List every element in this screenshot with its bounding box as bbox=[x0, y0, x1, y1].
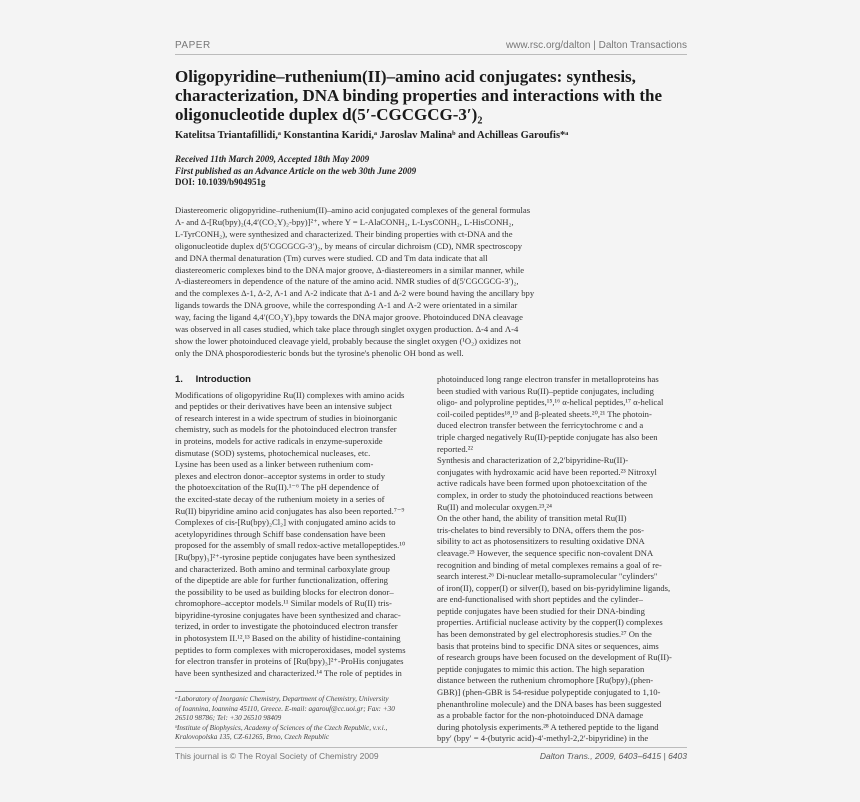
body-text-line: during photolysis experiments.²⁸ A tethered peptide to the ligand bbox=[437, 721, 659, 732]
abstract-line: L-TyrCONH₂), were synthesized and characterized. Their binding properties with ct-DNA and the bbox=[175, 228, 513, 239]
footnotes bbox=[175, 691, 425, 743]
abstract-line: and the complexes Δ-1, Δ-2, Λ-1 and Λ-2 indicate that Δ-1 and Δ-2 were bound having the ancillary bpy bbox=[175, 288, 535, 299]
body-text-line: Modifications of oligopyridine Ru(II) complexes with amino acids bbox=[175, 389, 405, 400]
body-text-line: Ru(II) and molecular oxygen.²³,²⁴ bbox=[437, 501, 553, 512]
header-rule bbox=[175, 54, 687, 55]
left-column-body bbox=[175, 390, 425, 680]
abstract-line: Λ- and Δ-[Ru(bpy)₂(4,4′(CO₂Y)₂-bpy)]²⁺, where Y = L-AlaCONH₂, L-LysCONH₂, L-HisCONH₂, bbox=[175, 216, 514, 227]
body-text-line: On the other hand, the ability of transition metal Ru(II) bbox=[437, 513, 627, 524]
body-text-line: complex, in order to study the photoinduced reactions between bbox=[437, 489, 653, 500]
header-separator: | bbox=[593, 40, 596, 51]
body-text-line: in proteins, models for active radicals in enzyme-superoxide bbox=[175, 435, 383, 446]
body-text-line: Complexes of cis-[Ru(bpy)₂Cl₂] with conjugated amino acids to bbox=[175, 517, 396, 528]
body-text-line: active radicals have been formed upon photoexcitation of the bbox=[437, 478, 647, 489]
abstract-line: Diastereomeric oligopyridine–ruthenium(II)–amino acid conjugated complexes of the general formulas bbox=[175, 205, 531, 215]
body-text-line: of research interest in a wide spectrum of studies in bioinorganic bbox=[175, 412, 398, 423]
body-text-line: bipyridine-tyrosine conjugates have been synthesized and charac- bbox=[175, 609, 401, 620]
citation: Dalton Trans., 2009, 6403–6415 | 6403 bbox=[539, 751, 687, 761]
doi[interactable]: DOI: 10.1039/b904951g bbox=[175, 177, 266, 187]
body-text-line: peptide conjugates to mimic this action. The high separation bbox=[437, 663, 645, 674]
abstract bbox=[175, 205, 687, 360]
journal-url[interactable]: www.rsc.org/dalton bbox=[505, 40, 591, 51]
abstract-line: way, facing the ligand 4,4′(CO₂Y)₂bpy towards the DNA major groove. Photoinduced DNA cleavage bbox=[175, 312, 523, 323]
body-text-line: reported.²² bbox=[437, 443, 473, 454]
body-text-line: basis that proteins bind to specific DNA sites or sequences, aims bbox=[437, 640, 659, 651]
abstract-line: was observed in all cases studied, which take place through singlet oxygen production. Δ-4 and Λ-4 bbox=[175, 324, 519, 335]
body-text-line: terized, in order to investigate the photoinduced electron transfer bbox=[175, 621, 398, 632]
body-text-line: proposed for the assembly of small redox-active metallopeptides.¹⁰ bbox=[175, 540, 406, 551]
abstract-line: diastereomeric complexes bind to the DNA major groove, Δ-diastereomers in a similar manner, while bbox=[175, 264, 525, 275]
abstract-line: and DNA thermal denaturation (Tm) curves were studied. CD and Tm data indicate that all bbox=[175, 252, 488, 263]
body-text-line: and peptides or their derivatives have been an intensive subject bbox=[175, 401, 392, 412]
body-text-line: as a probable factor for the non-photoinduced DNA damage bbox=[437, 710, 644, 721]
body-text-line: have been synthesized and characterized.¹⁴ The role of peptides in bbox=[175, 667, 402, 678]
body-text-line: properties. Artificial nuclease activity by the copper(I) complexes bbox=[437, 617, 663, 628]
publication-dates bbox=[175, 154, 695, 189]
footnote-line: Kralovopolska 135, CZ-61265, Brno, Czech Republic bbox=[175, 733, 330, 742]
body-text-line: peptide conjugates have been studied for their DNA-binding bbox=[437, 605, 645, 616]
left-column bbox=[175, 374, 425, 679]
footnote-line: ᵇInstitute of Biophysics, Academy of Sciences of the Czech Republic, v.v.i., bbox=[175, 723, 388, 732]
body-text-line: chromophore–acceptor models.¹¹ Similar models of Ru(II) tris- bbox=[175, 598, 392, 609]
footnote-line: of Ioannina, Ioannina 45110, Greece. E-mail: agarouf@cc.uoi.gr; Fax: +30 bbox=[175, 704, 395, 713]
body-text-line: distance between the ruthenium chromophore [Ru(bpy)₂(phen- bbox=[437, 675, 654, 686]
body-text-line: of iron(II), copper(I) or silver(I), based on bis-pyridylimine ligands, bbox=[437, 582, 671, 593]
author-list: Katelitsa Triantafillidi,ᵃ Konstantina Karidi,ᵃ Jaroslav Malinaᵇ and Achilleas Garoufis*ᵃ bbox=[175, 130, 569, 141]
footnote-rule bbox=[175, 691, 265, 692]
received-date: Received 11th March 2009, Accepted 18th May 2009 bbox=[175, 154, 370, 164]
body-text-line: recognition and binding of metal complexes remains a goal of re- bbox=[437, 559, 662, 570]
published-date: First published as an Advance Article on the web 30th June 2009 bbox=[175, 165, 417, 176]
body-text-line: and characterized. Both amino and terminal carboxylate group bbox=[175, 563, 390, 574]
body-text-line: peptides to form complexes with microperoxidases, model systems bbox=[175, 644, 406, 655]
abstract-line: oligonucleotide duplex d(5′CGCGCG-3′)₂, by means of circular dichroism (CD), NMR spectroscopy bbox=[175, 240, 523, 251]
footnote-line: 26510 98786; Tel: +30 26510 98409 bbox=[175, 714, 282, 723]
abstract-line: ligands towards the DNA groove, while the corresponding Λ-1 and Λ-2 were orientated in a similar bbox=[175, 300, 518, 311]
body-text-line: photoinduced long range electron transfer in metalloproteins has bbox=[437, 374, 659, 384]
paper-label: PAPER bbox=[175, 40, 211, 51]
body-text-line: Synthesis and characterization of 2,2′bipyridine-Ru(II)- bbox=[437, 455, 629, 466]
paper-title bbox=[175, 67, 695, 124]
body-text-line: oligo- and polyproline peptides,¹⁵,¹⁶ α-helical peptides,¹⁷ α-helical bbox=[437, 397, 664, 408]
body-text-line: phenanthroline molecule) and the DNA bases has been suggested bbox=[437, 698, 662, 709]
body-text-line: Lysine has been used as a linker between ruthenium com- bbox=[175, 459, 374, 470]
body-text-line: duced electron transfer between the ferricytochrome c and a bbox=[437, 420, 644, 431]
right-column bbox=[437, 374, 687, 745]
title-line: characterization, DNA binding properties and interactions with the bbox=[175, 86, 663, 105]
section-number: 1. bbox=[175, 374, 183, 385]
body-text-line: conjugates with hydroxamic acid have been reported.²³ Nitroxyl bbox=[437, 466, 657, 477]
body-text-line: the possibility to be used as building blocks for electron donor– bbox=[175, 586, 394, 597]
body-text-line: coil-coiled peptides¹⁸,¹⁹ and β-pleated sheets.²⁰,²¹ The photoin- bbox=[437, 408, 652, 419]
body-text-line: chemistry, such as models for the photoinduced electron transfer bbox=[175, 424, 397, 435]
body-text-line: for electron transfer in proteins of [Ru(bpy)₃]²⁺-ProHis conjugates bbox=[175, 656, 404, 667]
footnote-body bbox=[175, 695, 425, 743]
title-line: Oligopyridine–ruthenium(II)–amino acid conjugates: synthesis, bbox=[175, 67, 636, 86]
body-text-line: acetylopyridines through Schiff base condensation have been bbox=[175, 528, 386, 539]
abstract-line: Λ-diastereomers in dependence of the nature of the amino acid. NMR studies of d(5′CGCGCG-3′)₂, bbox=[175, 276, 519, 287]
body-text-line: in photosystem II.¹²,¹³ Based on the ability of histidine-containing bbox=[175, 633, 401, 644]
copyright: This journal is © The Royal Society of Chemistry 2009 bbox=[175, 751, 379, 761]
body-text-line: bpy′ (bpy′ = 4-(butyric acid)-4′-methyl-2,2′-bipyridine) in the bbox=[437, 733, 649, 744]
title-line: oligonucleotide duplex d(5′-CGCGCG-3′)₂ bbox=[175, 105, 483, 124]
abstract-line: show the lower photoinduced cleavage yield, probably because the singlet oxygen (¹O₂) oxidizes not bbox=[175, 335, 521, 346]
body-text-line: sibility to act as photosensitizers to resulting oxidative DNA bbox=[437, 536, 645, 547]
body-text-line: cleavage.²⁵ However, the sequence specific non-covalent DNA bbox=[437, 547, 654, 558]
body-text-line: has been demonstrated by gel electrophoresis studies.²⁷ On the bbox=[437, 629, 652, 640]
body-text-line: of research groups have been focused on the development of Ru(II)- bbox=[437, 652, 672, 663]
abstract-line: only the DNA phosporodiesteric bonds but the tyrosine's phenolic OH bond as well. bbox=[175, 347, 464, 358]
section-title: Introduction bbox=[195, 374, 251, 385]
body-text-line: Ru(II) bipyridine amino acid conjugates has also been reported.⁷⁻⁹ bbox=[175, 505, 405, 516]
body-text-line: plexes and electron donor–acceptor systems in order to study bbox=[175, 470, 386, 481]
body-text-line: are end-functionalised with short peptides and the cylinder– bbox=[437, 594, 643, 605]
footer-rule bbox=[175, 747, 687, 748]
body-text-line: [Ru(bpy)₃]²⁺-tyrosine peptide conjugates have been synthesized bbox=[175, 551, 396, 562]
body-text-line: been studied with various Ru(II)–peptide conjugates, including bbox=[437, 385, 654, 396]
footnote-line: ᵃLaboratory of Inorganic Chemistry, Department of Chemistry, University bbox=[175, 695, 389, 703]
body-text-line: the photoexcitation of the Ru(II).¹⁻⁶ The pH dependence of bbox=[175, 482, 379, 493]
body-text-line: tris-chelates to bind reversibly to DNA, offers them the pos- bbox=[437, 524, 644, 535]
body-text-line: dismutase (SOD) systems, photochemical nucleases, etc. bbox=[175, 447, 371, 458]
body-text-line: search interest.²⁶ Di-nuclear metallo-supramolecular "cylinders" bbox=[437, 571, 658, 582]
body-text-line: of the dipeptide are able for further functionalization, offering bbox=[175, 575, 388, 586]
body-text-line: triple charged negatively Ru(II)-peptide conjugate has also been bbox=[437, 431, 658, 442]
section-heading bbox=[175, 374, 425, 386]
body-text-line: GBR)] (phen-GBR is 54-residue polypeptide conjugated to 1,10- bbox=[437, 687, 661, 698]
journal-name: Dalton Transactions bbox=[598, 40, 687, 51]
body-text-line: the excited-state decay of the ruthenium moiety in a series of bbox=[175, 493, 385, 504]
journal-header bbox=[506, 40, 687, 51]
